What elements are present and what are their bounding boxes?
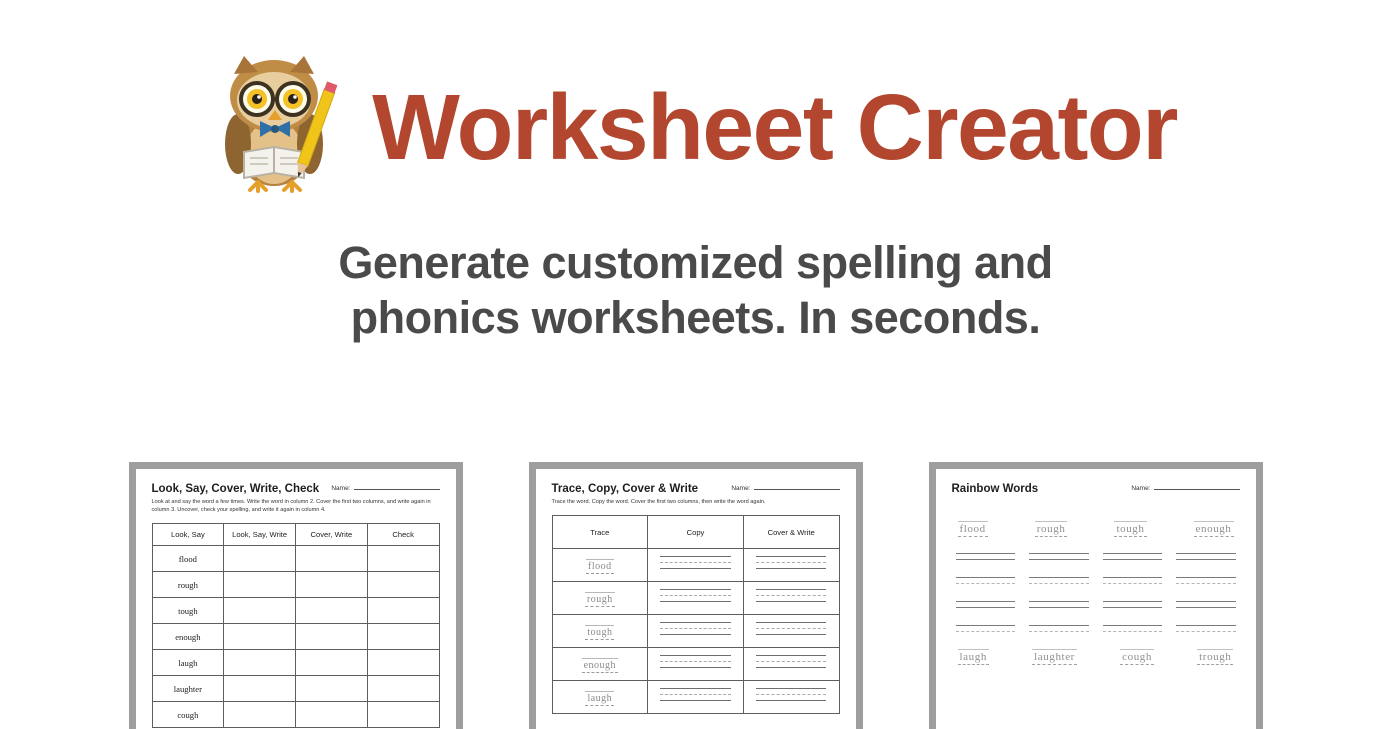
brand-header [0,0,1391,202]
table-row [552,681,839,714]
writing-rules [660,655,730,673]
word-cell: laughter [152,676,224,702]
table-row [152,650,439,676]
copy-cell [648,549,744,582]
name-field [331,483,439,492]
blank-cell [224,598,296,624]
name-label: Name: [1131,485,1151,492]
blank-cell [367,598,439,624]
blank-cell [296,598,368,624]
worksheet-preview-strip [0,462,1391,729]
table-row [152,702,439,728]
writing-rules [660,589,730,607]
cover-write-cell [743,549,839,582]
blank-cell [296,702,368,728]
rainbow-word: flood [959,523,986,535]
writing-line-row [956,553,1236,560]
writing-rules [756,622,826,640]
cover-write-cell [743,615,839,648]
trace-cell [552,615,648,648]
page-title: Worksheet Creator [372,74,1177,179]
column-header: Look, Say [152,524,224,546]
writing-rules [756,556,826,574]
worksheet-instructions: Trace the word. Copy the word. Cover the first two columns, then write the word again. [551,499,766,505]
copy-cell [648,648,744,681]
writing-rules [756,589,826,607]
blank-cell [224,676,296,702]
tagline-line-1: Generate customized spelling and [338,237,1053,288]
trace-cell [552,648,648,681]
blank-cell [367,702,439,728]
cover-write-cell [743,681,839,714]
worksheet-header [952,483,1240,495]
rainbow-word: enough [1195,523,1232,535]
table-row [152,546,439,572]
worksheet-title: Look, Say, Cover, Write, Check [151,483,320,495]
table-row [152,572,439,598]
rainbow-writing-lines [952,553,1240,632]
blank-cell [367,546,439,572]
writing-rules [660,556,730,574]
writing-line-row [956,625,1236,632]
column-header: Cover, Write [296,524,368,546]
blank-cell [224,546,296,572]
worksheet-header [152,483,440,495]
blank-cell [296,546,368,572]
tagline [171,236,1221,346]
worksheet-preview-trace-copy-cover-write[interactable] [529,462,863,729]
name-rule [754,489,840,490]
trace-word: tough [587,627,613,639]
cover-write-cell [743,648,839,681]
blank-cell [296,650,368,676]
table-row [152,598,439,624]
blank-cell [224,624,296,650]
trace-word: enough [583,660,617,672]
worksheet-preview-look-say-cover-write-check[interactable] [129,462,463,729]
column-header: Trace [552,516,648,549]
column-header: Look, Say, Write [224,524,296,546]
word-cell: cough [152,702,224,728]
blank-cell [296,572,368,598]
name-field [731,483,839,492]
worksheet-title: Trace, Copy, Cover & Write [551,483,699,495]
trace-cell [552,681,648,714]
worksheet-title: Rainbow Words [951,483,1039,495]
blank-cell [367,572,439,598]
rainbow-word: laugh [959,651,987,663]
rainbow-word: cough [1122,651,1152,663]
column-header: Check [367,524,439,546]
writing-rules [660,688,730,706]
word-cell: flood [152,546,224,572]
cover-write-cell [743,582,839,615]
copy-cell [648,615,744,648]
writing-rules [660,622,730,640]
rainbow-bottom-words [952,649,1240,665]
name-label: Name: [331,485,351,492]
blank-cell [224,572,296,598]
rainbow-word: laughter [1034,651,1075,663]
blank-cell [224,702,296,728]
table-row [552,615,839,648]
writing-line-row [956,601,1236,608]
blank-cell [296,624,368,650]
tagline-line-2: phonics worksheets. In seconds. [350,291,1041,343]
table-row [552,582,839,615]
table-row [152,624,439,650]
trace-cell [552,549,648,582]
trace-word: laugh [587,693,613,705]
blank-cell [224,650,296,676]
name-label: Name: [731,485,751,492]
table-header-row [552,516,839,549]
rainbow-word: trough [1199,651,1232,663]
blank-cell [296,676,368,702]
copy-cell [648,681,744,714]
name-rule [354,489,440,490]
writing-rules [756,688,826,706]
rainbow-word: rough [1036,523,1066,535]
blank-cell [367,676,439,702]
table-row [552,549,839,582]
trace-cell [552,582,648,615]
worksheet-instructions: Look at and say the word a few times. Write the word in column 2. Cover the first two columns, and write again in column 3. Uncover, check your spelling, and write it again in column 4. [151,499,431,514]
rainbow-word: tough [1116,523,1145,535]
trace-word: rough [586,594,613,606]
worksheet-header [552,483,840,495]
column-header: Cover & Write [743,516,839,549]
trace-word: flood [588,561,612,573]
blank-cell [367,650,439,676]
worksheet-table [552,515,840,714]
worksheet-preview-rainbow-words[interactable] [929,462,1263,729]
name-field [1131,483,1239,492]
table-header-row [152,524,439,546]
column-header: Copy [648,516,744,549]
blank-cell [367,624,439,650]
worksheet-table [152,523,440,728]
writing-line-row [956,577,1236,584]
copy-cell [648,582,744,615]
word-cell: enough [152,624,224,650]
word-cell: rough [152,572,224,598]
word-cell: tough [152,598,224,624]
table-row [552,648,839,681]
owl-with-pencil-icon [214,52,346,202]
name-rule [1154,489,1240,490]
word-cell: laugh [152,650,224,676]
rainbow-top-words [952,521,1240,537]
writing-rules [756,655,826,673]
table-row [152,676,439,702]
